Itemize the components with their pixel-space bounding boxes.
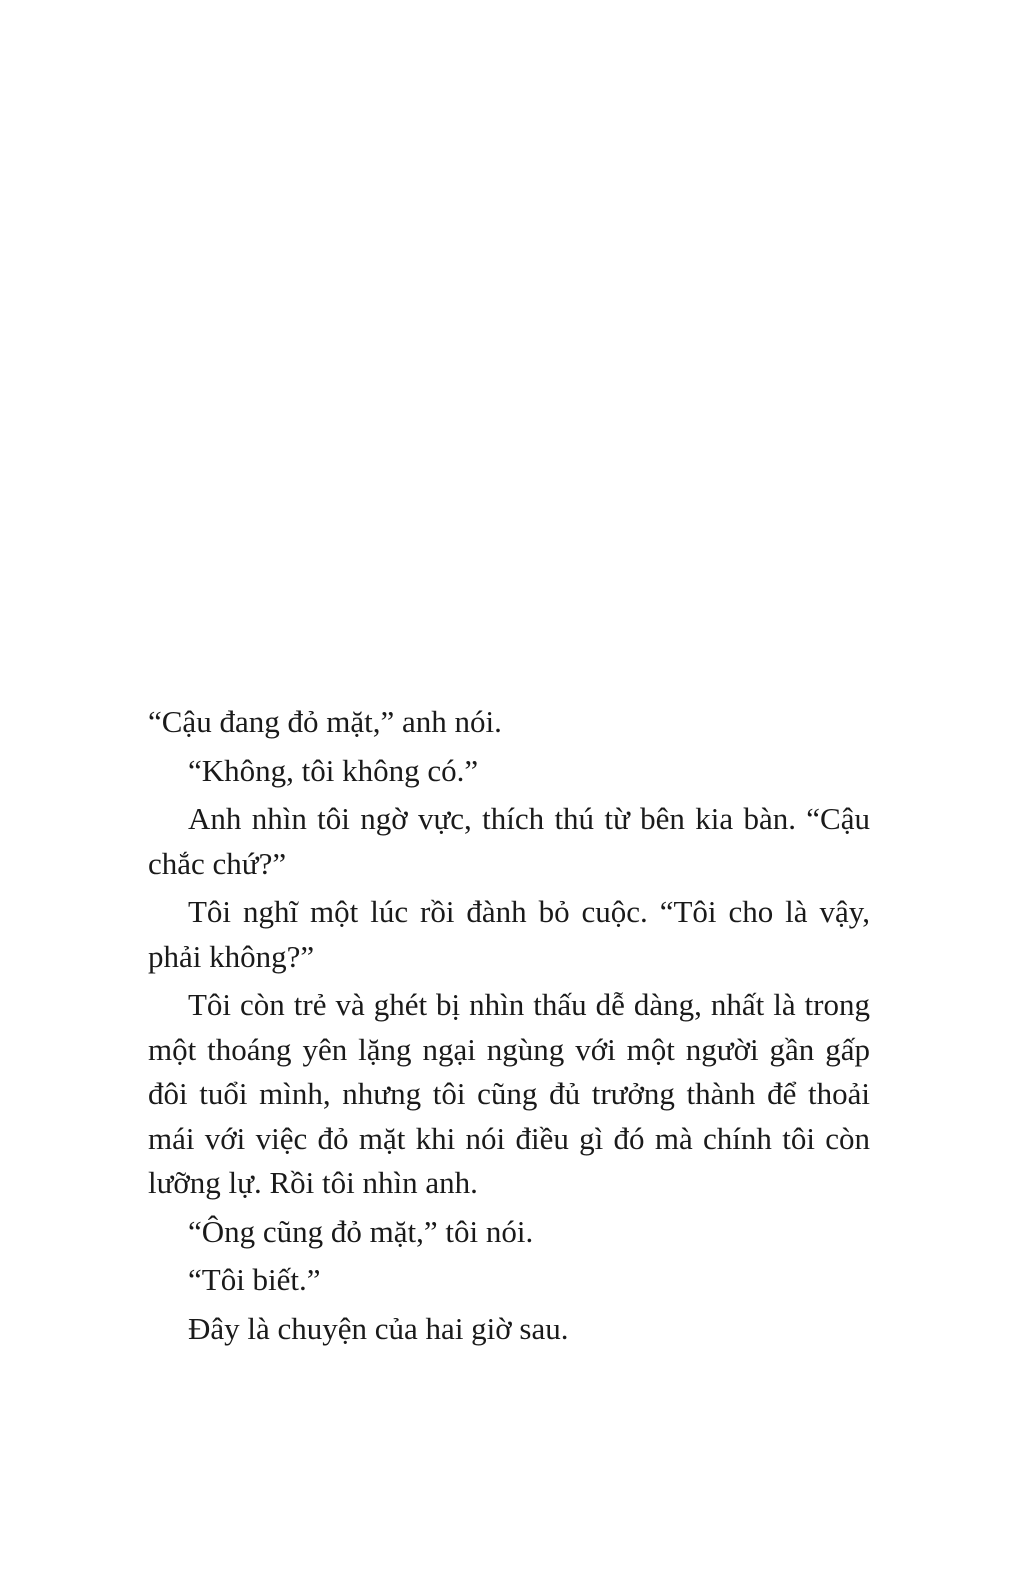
paragraph-7: “Tôi biết.” — [188, 1262, 321, 1297]
paragraph-5: Tôi còn trẻ và ghét bị nhìn thấu dễ dàng, nhất là trong một thoáng yên lặng ngại ngùng với một người gần gấp đôi tuổi mình, nhưng tôi cũng đủ trưởng thành để thoải mái với việc đỏ mặt khi nói điều gì đó mà chính tôi còn lưỡng lự. Rồi tôi nhìn anh. — [148, 987, 870, 1200]
paragraph-2: “Không, tôi không có.” — [188, 752, 479, 788]
paragraph-8: Đây là chuyện của hai giờ sau. — [188, 1310, 569, 1346]
paragraph-6: “Ông cũng đỏ mặt,” tôi nói. — [188, 1213, 534, 1249]
paragraph-3: Anh nhìn tôi ngờ vực, thích thú từ bên kia bàn. “Cậu chắc chứ?” — [148, 801, 870, 881]
page-body-text — [148, 700, 870, 1355]
paragraph-4: Tôi nghĩ một lúc rồi đành bỏ cuộc. “Tôi cho là vậy, phải không?” — [148, 894, 870, 974]
paragraph-1: “Cậu đang đỏ mặt,” anh nói. — [148, 704, 502, 739]
